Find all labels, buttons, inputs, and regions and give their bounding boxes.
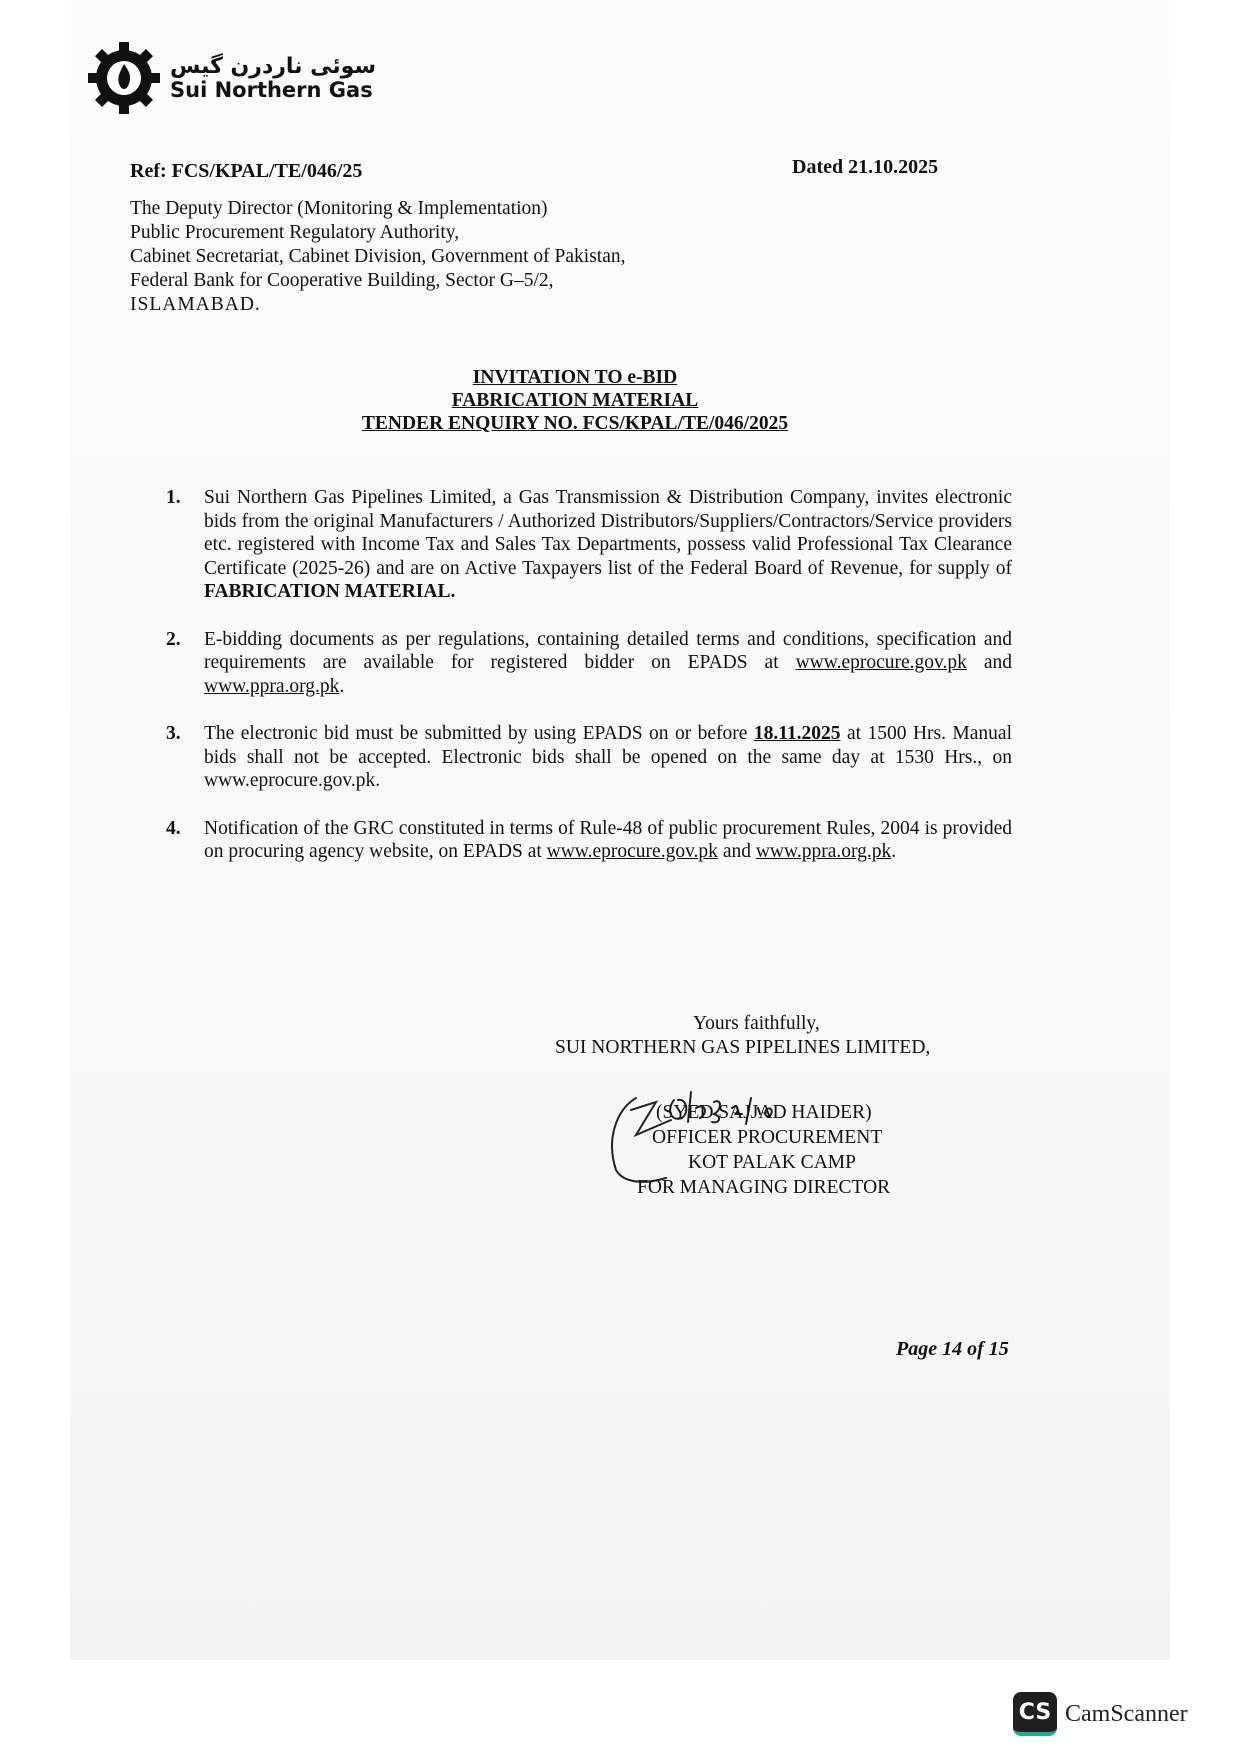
clause-end: . <box>891 841 897 862</box>
closing-company: SUI NORTHERN GAS PIPELINES LIMITED, <box>555 1037 931 1058</box>
page-number: Page 14 of 15 <box>896 1338 1009 1360</box>
clause-number: 2. <box>166 628 181 650</box>
clause-4 <box>166 817 1012 864</box>
eprocure-link[interactable]: www.eprocure.gov.pk <box>795 652 967 673</box>
signatory-location: KOT PALAK CAMP <box>688 1152 856 1173</box>
signatory-name: (SYED SAJJAD HAIDER) <box>656 1102 872 1123</box>
closing-salutation: Yours faithfully, <box>693 1013 820 1034</box>
clause-text: Notification of the GRC constituted in terms of Rule-48 of public procurement Rules, 2004 is provided on procuring agency website, on EPADS at <box>204 817 1012 862</box>
clause-1 <box>166 486 1012 604</box>
address-line: The Deputy Director (Monitoring & Implementation) <box>130 198 548 219</box>
closing-block <box>555 1012 975 1060</box>
heading-tender-number: TENDER ENQUIRY NO. FCS/KPAL/TE/046/2025 <box>361 413 789 434</box>
camscanner-label: CamScanner <box>1065 1700 1188 1727</box>
ppra-link[interactable]: www.ppra.org.pk <box>204 675 340 697</box>
clause-3 <box>166 722 1012 793</box>
logo-english-text: Sui Northern Gas <box>170 77 373 102</box>
address-line: Public Procurement Regulatory Authority, <box>130 222 460 243</box>
letter-date: Dated 21.10.2025 <box>792 156 939 178</box>
clause-number: 4. <box>166 817 181 839</box>
address-line: ISLAMABAD. <box>130 294 261 315</box>
clause-text-continued: at 1500 Hrs. Manual bids shall not be accepted. Electronic bids shall be opened on the same day at 1530 Hrs., on www.eprocure.gov.pk. <box>204 723 1012 791</box>
clause-text: Sui Northern Gas Pipelines Limited, a Gas Transmission & Distribution Company, invites electronic bids from the original Manufacturers / Authorized Distributors/Suppliers/Contractors/Service providers etc. registered with Income Tax and Sales Tax Departments, possess valid Professional Tax Clearance Certificate (2025-26) and are on Active Taxpayers list of the Federal Board of Revenue, for supply of <box>204 487 1012 579</box>
address-line: Federal Bank for Cooperative Building, Sector G–5/2, <box>130 270 554 291</box>
heading-subject: FABRICATION MATERIAL <box>451 390 699 411</box>
signatory-authority: FOR MANAGING DIRECTOR <box>637 1177 891 1198</box>
recipient-address <box>130 197 626 317</box>
reference-number: Ref: FCS/KPAL/TE/046/25 <box>130 160 363 182</box>
clause-2 <box>166 628 1012 699</box>
clause-text: E-bidding documents as per regulations, containing detailed terms and conditions, specification and requirements are available for registered bidder on EPADS at <box>204 628 1012 673</box>
company-logo <box>84 38 376 118</box>
address-line: Cabinet Secretariat, Cabinet Division, Government of Pakistan, <box>130 246 626 267</box>
clause-connector: and <box>966 652 1013 673</box>
eprocure-link[interactable]: www.eprocure.gov.pk <box>546 841 718 862</box>
signatory-title: OFFICER PROCUREMENT <box>652 1127 883 1148</box>
clause-text: The electronic bid must be submitted by using EPADS on or before <box>204 723 754 744</box>
camscanner-logo-icon: CS <box>1013 1692 1057 1736</box>
camscanner-watermark <box>1013 1692 1188 1736</box>
clause-number: 1. <box>166 487 181 508</box>
letter-heading <box>280 366 870 435</box>
clause-connector: and <box>717 841 756 862</box>
signatory-block <box>600 1100 980 1200</box>
submission-deadline: 18.11.2025 <box>753 723 841 744</box>
heading-title: INVITATION TO e-BID <box>472 367 678 388</box>
clause-number: 3. <box>166 723 181 744</box>
ppra-link[interactable]: www.ppra.org.pk <box>755 841 892 862</box>
clause-bold-item: FABRICATION MATERIAL. <box>204 581 456 602</box>
logo-urdu-text: سوئی ناردرن گیس <box>170 54 377 80</box>
gear-flame-icon <box>84 38 164 118</box>
clause-list <box>166 486 1012 888</box>
clause-end: . <box>339 675 345 697</box>
